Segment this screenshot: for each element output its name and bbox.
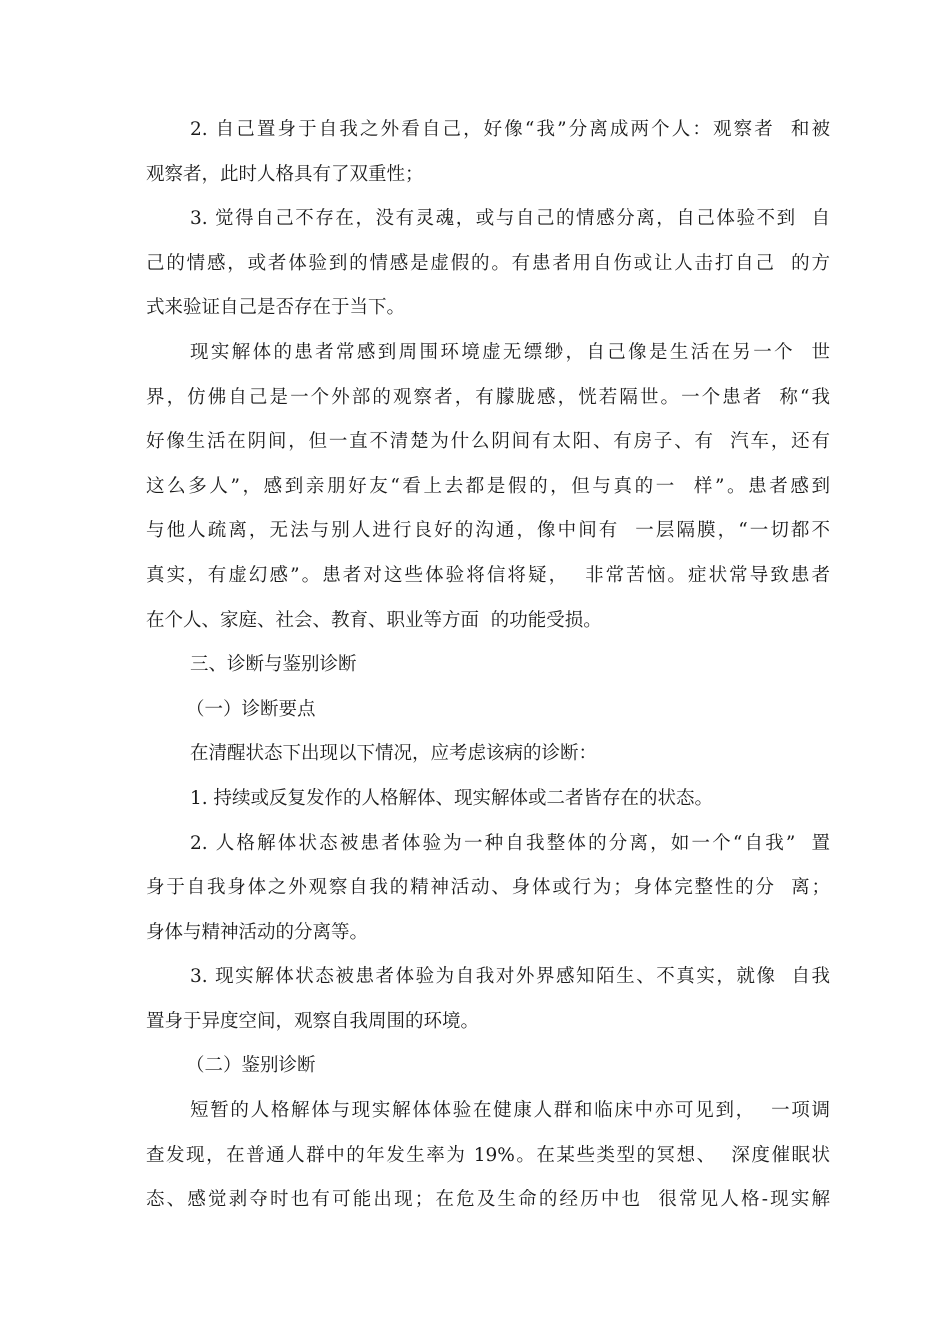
paragraph-depersonalization-3 (146, 197, 830, 331)
text-line: 置身于异度空间，观察自我周围的环境。 (146, 1010, 480, 1032)
paragraph-derealization-description (146, 331, 830, 643)
text-line: 式来验证自己是否存在于当下。 (146, 297, 406, 319)
text-line: 态、感觉剥夺时也有可能出现；在危及生命的经历中也 很常见人格-现实解 (146, 1189, 830, 1211)
text-line: 己的情感，或者体验到的情感是虚假的。有患者用自伤或让人击打自己 的方 (146, 252, 830, 274)
text-line: 这么多人”，感到亲朋好友“看上去都是假的，但与真的一 样”。患者感到 (146, 475, 830, 497)
text-line: 身于自我身体之外观察自我的精神活动、身体或行为；身体完整性的分 离； (146, 877, 830, 899)
paragraph-criterion-2 (146, 822, 830, 956)
paragraph-diagnosis-intro: 在清醒状态下出现以下情况，应考虑该病的诊断： (190, 743, 598, 765)
paragraph-differential-diagnosis (146, 1089, 830, 1223)
text-line: 2. 人格解体状态被患者体验为一种自我整体的分离，如一个“自我” 置 (190, 832, 830, 854)
text-line: 与他人疏离，无法与别人进行良好的沟通，像中间有 一层隔膜，“一切都不 (146, 520, 830, 542)
paragraph-depersonalization-2 (146, 108, 830, 197)
text-line: 2. 自己置身于自我之外看自己，好像“我”分离成两个人：观察者 和被 (190, 119, 830, 140)
text-line: 真实，有虚幻感”。患者对这些体验将信将疑， 非常苦恼。症状常导致患者 (146, 564, 830, 586)
text-line: 3. 觉得自己不存在，没有灵魂，或与自己的情感分离，自己体验不到 自 (190, 208, 830, 230)
paragraph-criterion-3 (146, 955, 830, 1044)
text-line: 好像生活在阴间，但一直不清楚为什么阴间有太阳、有房子、有 汽车，还有 (146, 431, 830, 453)
text-line: 在个人、家庭、社会、教育、职业等方面 的功能受损。 (146, 609, 602, 631)
text-line: 3. 现实解体状态被患者体验为自我对外界感知陌生、不真实，就像 自我 (190, 966, 830, 988)
text-line: 查发现，在普通人群中的年发生率为 19%。在某些类型的冥想、 深度催眠状 (146, 1144, 830, 1166)
document-body (146, 108, 830, 1223)
section-heading: 三、诊断与鉴别诊断 (190, 654, 357, 676)
text-line: 观察者，此时人格具有了双重性； (146, 163, 424, 185)
subsection-heading: （二）鉴别诊断 (186, 1055, 316, 1077)
text-line: 现实解体的患者常感到周围环境虚无缥缈，自己像是生活在另一个 世 (190, 341, 830, 363)
text-line: 身体与精神活动的分离等。 (146, 921, 369, 943)
text-line: 界，仿佛自己是一个外部的观察者，有朦胧感，恍若隔世。一个患者 称“我 (146, 386, 830, 408)
text-line: 短暂的人格解体与现实解体体验在健康人群和临床中亦可见到， 一项调 (190, 1100, 830, 1122)
subsection-heading: （一）诊断要点 (186, 698, 316, 720)
paragraph-criterion-1: 1. 持续或反复发作的人格解体、现实解体或二者皆存在的状态。 (190, 787, 714, 809)
